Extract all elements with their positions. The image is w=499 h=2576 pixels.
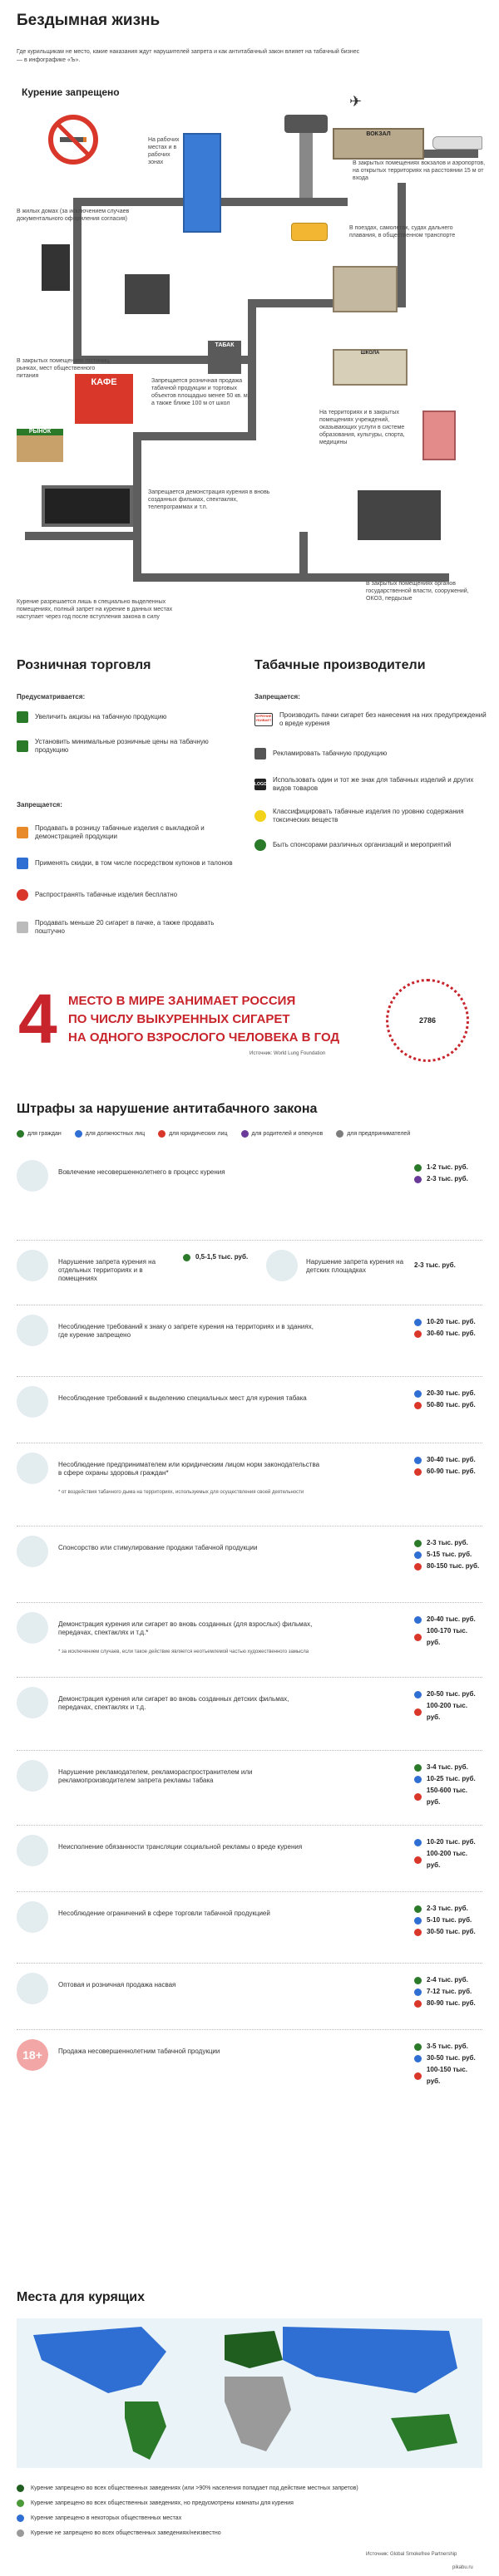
fine-category-dot [414,1708,422,1716]
note-hospitals: На территориях и в закрытых помещениях учреждений, оказывающих услуги в системе образования, культуры, спорта, медицины [319,410,405,445]
fine-category-dot [414,2072,422,2080]
fine-amount-text: 5-10 тыс. руб. [427,1916,472,1924]
retail-banned-text: Продавать в розницу табачные изделия с выкладкой и демонстрацией продукции [35,824,205,840]
fine-description: Вовлечение несовершеннолетнего в процесс курения [58,1168,225,1176]
fine-amounts [414,1903,476,1938]
north-america-region [33,2327,166,2393]
tabak-sign: ТАБАК [215,342,235,348]
producers-text: Рекламировать табачную продукцию [273,750,388,757]
fine-separator [17,1825,482,1826]
fine-amount [414,1785,482,1808]
fine-category-dot [414,1856,422,1864]
fine-category-dot [414,1929,422,1936]
note-retail-ban: Запрещается розничная продажа табачной продукции и торговых объектов площадью менее 50 кв. м, а также ближе 100 м от школ [151,378,250,406]
legend-legal: для юридических лиц [158,1130,227,1138]
single-cigarette-icon [17,922,28,933]
retail-banned-text: Распространять табачные изделия бесплатно [35,891,178,898]
retail-banned-text: Продавать меньше 20 сигарет в пачке, а также продавать поштучно [35,919,215,935]
europe-region [225,2331,283,2368]
fine-icon [17,1973,48,2004]
hospital-building-icon [422,410,456,460]
stat-line2: ПО ЧИСЛУ ВЫКУРЕННЫХ СИГАРЕТ [68,1012,290,1026]
fine-category-dot [414,1691,422,1698]
fine-row [17,1605,482,1664]
fine-description: Нарушение запрета курения на отдельных территориях и в помещениях [58,1258,156,1282]
note-hotels: В закрытых помещениях гостиниц, рынках, мест общественного питания [17,358,111,379]
fine-amounts [414,2041,482,2087]
sponsor-icon [254,839,266,851]
no-smoking-icon [48,115,98,165]
fine-row [17,1308,482,1366]
fine-amount [414,1614,482,1625]
fine-amount-text: 10-20 тыс. руб. [427,1838,476,1846]
vokzal-building [333,128,424,160]
fine-description-2: Нарушение запрета курения на детских площадках [306,1258,404,1274]
fine-amount-text: 2-3 тыс. руб. [427,1175,468,1182]
fine-amount [414,2052,482,2064]
fine-amounts [414,1316,476,1340]
fine-amount-text: 3-4 тыс. руб. [427,1763,468,1771]
fine-amount-text: 2-3 тыс. руб. [427,1905,468,1912]
south-america-region [125,2401,166,2460]
fine-amount-text: 30-40 тыс. руб. [427,1456,476,1463]
fine-icon [17,1453,48,1484]
fine-category-dot [414,2055,422,2062]
fine-amount [414,1762,482,1773]
tabak-kiosk [208,341,241,374]
map-legend-item: Курение запрещено в некоторых общественных местах [17,2515,181,2522]
fine-amount-text: 80-150 тыс. руб. [427,1562,480,1570]
fine-amount [414,1260,456,1271]
producers-item [254,711,487,728]
fine-amount-text: 150-600 тыс. руб. [426,1787,467,1806]
fine-amount-text: 100-200 тыс. руб. [426,1702,467,1721]
fine-category-dot [414,1616,422,1624]
note-government: В закрытых помещениях органов государственной власти, сооружений, ОКОЗ, пердызые [366,581,469,602]
fine-category-dot [414,1164,422,1172]
cafe-building [75,374,133,424]
dollar-icon [17,711,28,723]
fine-amount [414,1561,479,1572]
retail-banned-item [17,889,233,901]
fine-amounts [414,1537,479,1572]
fine-category-dot [414,1905,422,1913]
fine-amount [414,1773,482,1785]
fine-row [17,1753,482,1812]
producers-text: Производить пачки сигарет без нанесения на них предупреждений о вреде курения [279,711,487,727]
airport-tower-icon [284,115,328,198]
fine-amount [414,1974,476,1986]
fine-amount-text: 20-40 тыс. руб. [427,1615,476,1623]
fine-amount-text: 50-80 тыс. руб. [427,1401,476,1408]
legend-entrepreneurs: для предпринимателей [336,1130,410,1138]
fine-icon [17,1315,48,1346]
fine-amount-text: 20-50 тыс. руб. [427,1690,476,1698]
fine-amount [414,1903,476,1915]
market-building [17,429,63,462]
fine-amounts [414,1454,476,1477]
fine-description: Оптовая и розничная продажа насвая [58,1981,176,1989]
stat-line3: НА ОДНОГО ВЗРОСЛОГО ЧЕЛОВЕКА В ГОД [68,1030,340,1045]
note-airports: В закрытых помещениях вокзалов и аэропортов, на открытых территориях на расстоянии 15 м от входа [353,160,486,181]
fine-description: Несоблюдение предпринимателем или юридическим лицом норм законодательства в сфере охраны здоровья граждан* [58,1461,320,1477]
retail-banned-item [17,858,233,869]
office-building-icon [183,133,221,233]
apartment-building-icon-2 [125,274,170,314]
fine-category-dot [414,1176,422,1183]
fine-amount [414,1700,482,1723]
fine-amount-text: 100-170 тыс. руб. [426,1627,467,1646]
note-bottom: Курение разрешается лишь в специально выделенных помещениях, полный запрет на курение в данных местах наступает через год после вступления закона в силу [17,599,173,620]
fine-amount [414,2064,482,2087]
intro-text: Где курильщикам не место, какие наказания ждут нарушителей запрета и как антитабачный закон влияет на табачный бизнес — в инфографике «Ъ». [17,49,360,63]
fine-separator [17,1750,482,1751]
producers-item [254,839,487,851]
fine-amount-text: 2-3 тыс. руб. [427,1539,468,1546]
fine-amounts [414,1388,476,1411]
fine-description: Несоблюдение ограничений в сфере торговли табачной продукцией [58,1910,270,1917]
fine-amount [414,1625,482,1649]
fine-separator [17,1963,482,1964]
retail-allowed-text: Установить минимальные розничные цены на табачную продукцию [35,738,209,754]
fine-amount [414,1986,476,1998]
fine-category-dot [414,1793,422,1801]
retail-banned-label: Запрещается: [17,801,62,809]
fine-row [17,1379,482,1438]
logo-icon: LOGO [254,779,266,790]
fine-row [17,1446,482,1504]
asia-region [283,2327,457,2393]
fine-amount-text: 30-50 тыс. руб. [427,2054,476,2062]
africa-region [225,2377,291,2451]
fine-amounts [183,1251,248,1263]
fine-amount [414,1998,476,2009]
fine-amount [414,1537,479,1549]
fine-note: * за исключением случаев, если такое действие является неотъемлемой частью художественного замысла [58,1649,309,1654]
fine-row [17,1153,482,1212]
government-building-icon [358,490,441,540]
retail-allowed-item [17,738,233,755]
fine-icon [17,1612,48,1644]
map-legend-item: Курение запрещено во всех общественных заведениях, но предусмотрены комнаты для курения [17,2500,294,2507]
fine-row [17,2033,482,2091]
fine-amount [414,1915,476,1926]
fine-amount [414,1399,476,1411]
retail-banned-item [17,824,233,841]
fine-amount [414,1328,476,1340]
apartment-building-icon [42,244,70,291]
age-badge: 18+ [22,2048,42,2062]
map-legend-item: Курение не запрещено во всех общественных заведениях/неизвестно [17,2529,221,2537]
fine-amount-text: 30-60 тыс. руб. [427,1330,476,1337]
fine-amount-text: 5-15 тыс. руб. [427,1551,472,1558]
city-illustration [0,93,499,632]
legend-citizens: для граждан [17,1130,62,1138]
section-label-banned: Курение запрещено [22,86,120,98]
fine-amounts [414,1162,468,1185]
legend-parents: для родителей и опекунов [241,1130,324,1138]
fine-category-dot [414,1917,422,1925]
fine-amount-text: 2-3 тыс. руб. [414,1261,456,1269]
billboard-icon [254,748,266,760]
fine-amount-text: 0,5-1,5 тыс. руб. [195,1253,249,1261]
fine-description: Несоблюдение требований к знаку о запрете курения на территориях и в зданиях, где курение запрещено [58,1323,314,1339]
producers-item [254,748,487,760]
fine-row [17,1243,482,1301]
stat-source: Источник: World Lung Foundation [250,1051,326,1056]
fine-category-dot [414,1634,422,1641]
retail-allowed-item [17,711,233,723]
fine-category-dot [414,1977,422,1984]
fine-amount [183,1251,248,1263]
fine-category-dot [414,1319,422,1326]
fine-category-dot [414,1764,422,1772]
fine-row [17,1966,482,2024]
retail-allowed-text: Увеличить акцизы на табачную продукцию [35,713,167,720]
price-icon [17,740,28,752]
producers-text: Быть спонсорами различных организаций и мероприятий [273,841,452,848]
fines-legend [17,1130,410,1138]
fine-description: Несоблюдение требований к выделению специальных мест для курения табака [58,1394,307,1402]
fine-amount-text: 1-2 тыс. руб. [427,1163,468,1171]
map-source: Источник: Global Smokefree Partnership [366,2552,457,2557]
fine-category-dot [414,1330,422,1338]
oceania-region [391,2414,457,2451]
fine-icon [17,2039,48,2071]
cinema-screen [42,485,133,527]
fines-title: Штрафы за нарушение антитабачного закона [17,1102,318,1116]
credit: pikabu.ru [452,2565,473,2570]
producers-item [254,776,487,793]
map-title: Места для курящих [17,2290,146,2304]
retail-banned-text: Применять скидки, в том числе посредством купонов и талонов [35,859,233,867]
fine-amount [414,1173,468,1185]
vokzal-sign: ВОКЗАЛ [366,131,391,137]
fine-description: Нарушение рекламодателем, рекламораспространителем или рекламопроизводителем запрета рекламы табака [58,1768,253,1784]
fine-amount [414,1466,476,1477]
fine-category-dot [414,1390,422,1398]
fine-category-dot [414,1457,422,1464]
note-tv-ban: Запрещается демонстрация курения в вновь созданных фильмах, спектаклях, телепрограммах и т.п. [148,489,270,510]
fine-description: Продажа несовершеннолетним табачной продукции [58,2048,220,2055]
fine-amount-text: 60-90 тыс. руб. [427,1467,476,1475]
fine-icon [17,1160,48,1192]
stat-line1: МЕСТО В МИРЕ ЗАНИМАЕТ РОССИЯ [68,994,296,1008]
fine-amount-text: 80-90 тыс. руб. [427,1999,476,2007]
playground-icon [266,1250,298,1281]
fine-icon [17,1835,48,1866]
fine-separator [17,1602,482,1603]
fine-row [17,1895,482,1953]
note-residential: В жилых домах (за исключением случаев документального оформления согласия) [17,209,130,222]
fine-amount-text: 3-5 тыс. руб. [427,2043,468,2050]
fine-category-dot [414,1551,422,1559]
cigarette-circle-icon [386,979,469,1062]
toxic-icon [254,810,266,822]
free-icon [17,889,28,901]
page-title: Бездымная жизнь [17,12,161,29]
fine-amount [414,1926,476,1938]
fine-category-dot [414,1540,422,1547]
fine-amounts [414,1689,482,1723]
producers-title: Табачные производители [254,658,426,672]
fine-row [17,1680,482,1738]
fine-amount-text: 30-50 тыс. руб. [427,1928,476,1935]
fine-amounts [414,1836,482,1871]
school-sign: ШКОЛА [360,351,380,356]
fine-category-dot [414,2043,422,2051]
fine-icon [17,1760,48,1792]
fine-icon [17,1901,48,1933]
legend-officials: для должностных лиц [75,1130,145,1138]
fine-category-dot [414,1563,422,1571]
fine-amounts [414,1614,482,1649]
fine-amount [414,1162,468,1173]
fine-icon [17,1687,48,1718]
fine-amount [414,1549,479,1561]
producers-item [254,808,487,824]
fine-category-dot [414,1989,422,1996]
shop-display-icon [17,827,28,838]
fine-icon [17,1536,48,1567]
fine-separator [17,1240,482,1241]
airplane-icon: ✈ [349,93,363,110]
producers-text: Использовать один и тот же знак для табачных изделий и других видов товаров [273,776,474,792]
retail-title: Розничная торговля [17,658,151,672]
fine-note: * от воздействия табачного дыма на территориях, используемых для осуществления своей деятельности [58,1490,304,1495]
school-building [333,349,408,386]
retail-banned-item [17,919,233,936]
fine-amount-text: 10-20 тыс. руб. [427,1318,476,1325]
producers-text: Классифицировать табачные изделия по уровню содержания токсических веществ [273,808,464,823]
fine-description: Спонсорство или стимулирование продажи табачной продукции [58,1544,258,1551]
fine-category-dot [414,1776,422,1783]
map-legend-item: Курение запрещено во всех общественных заведениях (или >90% населения попадает под действие местных запретов) [17,2485,358,2492]
fine-icon [17,1250,48,1281]
fine-amount [414,2041,482,2052]
train-icon [432,136,482,150]
fine-row [17,1529,482,1587]
fine-amount [414,1454,476,1466]
fine-separator [17,1376,482,1377]
fine-amount [414,1848,482,1871]
coupon-icon [17,858,28,869]
fine-amount [414,1316,476,1328]
fine-separator [17,1677,482,1678]
fine-separator [17,1891,482,1892]
fine-amounts-2 [414,1260,456,1271]
fine-amount-text: 100-200 тыс. руб. [426,1850,467,1869]
note-work-places: На рабочих местах и в рабочих зонах [148,137,180,165]
fine-amount-text: 20-30 тыс. руб. [427,1389,476,1397]
fine-description: Демонстрация курения или сигарет во вновь созданных детских фильмах, передачах, спектаклях и т.д. [58,1695,289,1711]
market-sign: РЫНОК [28,429,52,435]
fine-row [17,1828,482,1886]
fine-amount-text: 7-12 тыс. руб. [427,1988,472,1995]
bus-icon [291,223,328,241]
fine-separator [17,2029,482,2030]
fine-description: Неисполнение обязанности трансляции социальной рекламы о вреде курения [58,1843,303,1851]
world-map [17,2318,482,2468]
fine-category-dot [414,1468,422,1476]
fine-amount [414,1388,476,1399]
fine-category-dot [414,1402,422,1409]
fine-amounts [414,1762,482,1808]
fine-description: Демонстрация курения или сигарет во вновь созданных (для взрослых) фильмах, передачах, спектаклях и т.д.* [58,1620,313,1636]
producers-banned-label: Запрещается: [254,693,300,701]
fine-amount-text: 10-25 тыс. руб. [427,1775,476,1782]
fine-amount-text: 100-150 тыс. руб. [426,2066,467,2085]
fine-category-dot [183,1254,190,1261]
fine-category-dot [414,1839,422,1846]
fine-amount [414,1689,482,1700]
retail-allowed-label: Предусматривается: [17,693,86,701]
hotel-building-icon [333,266,398,312]
cafe-sign: КАФЕ [91,377,117,387]
stat-number: 4 [18,980,57,1058]
fine-category-dot [414,2000,422,2008]
fine-amount-text: 2-4 тыс. руб. [427,1976,468,1984]
warning-pack-icon: КУРЕНИЕ УБИВАЕТ [254,713,273,726]
cigarette-count: 2786 [418,1016,437,1025]
fine-amount [414,1836,482,1848]
fine-icon [17,1386,48,1418]
note-transport: В поездах, самолетах, судах дальнего плавания, в общественном транспорте [349,225,456,238]
fine-amounts [414,1974,476,2009]
